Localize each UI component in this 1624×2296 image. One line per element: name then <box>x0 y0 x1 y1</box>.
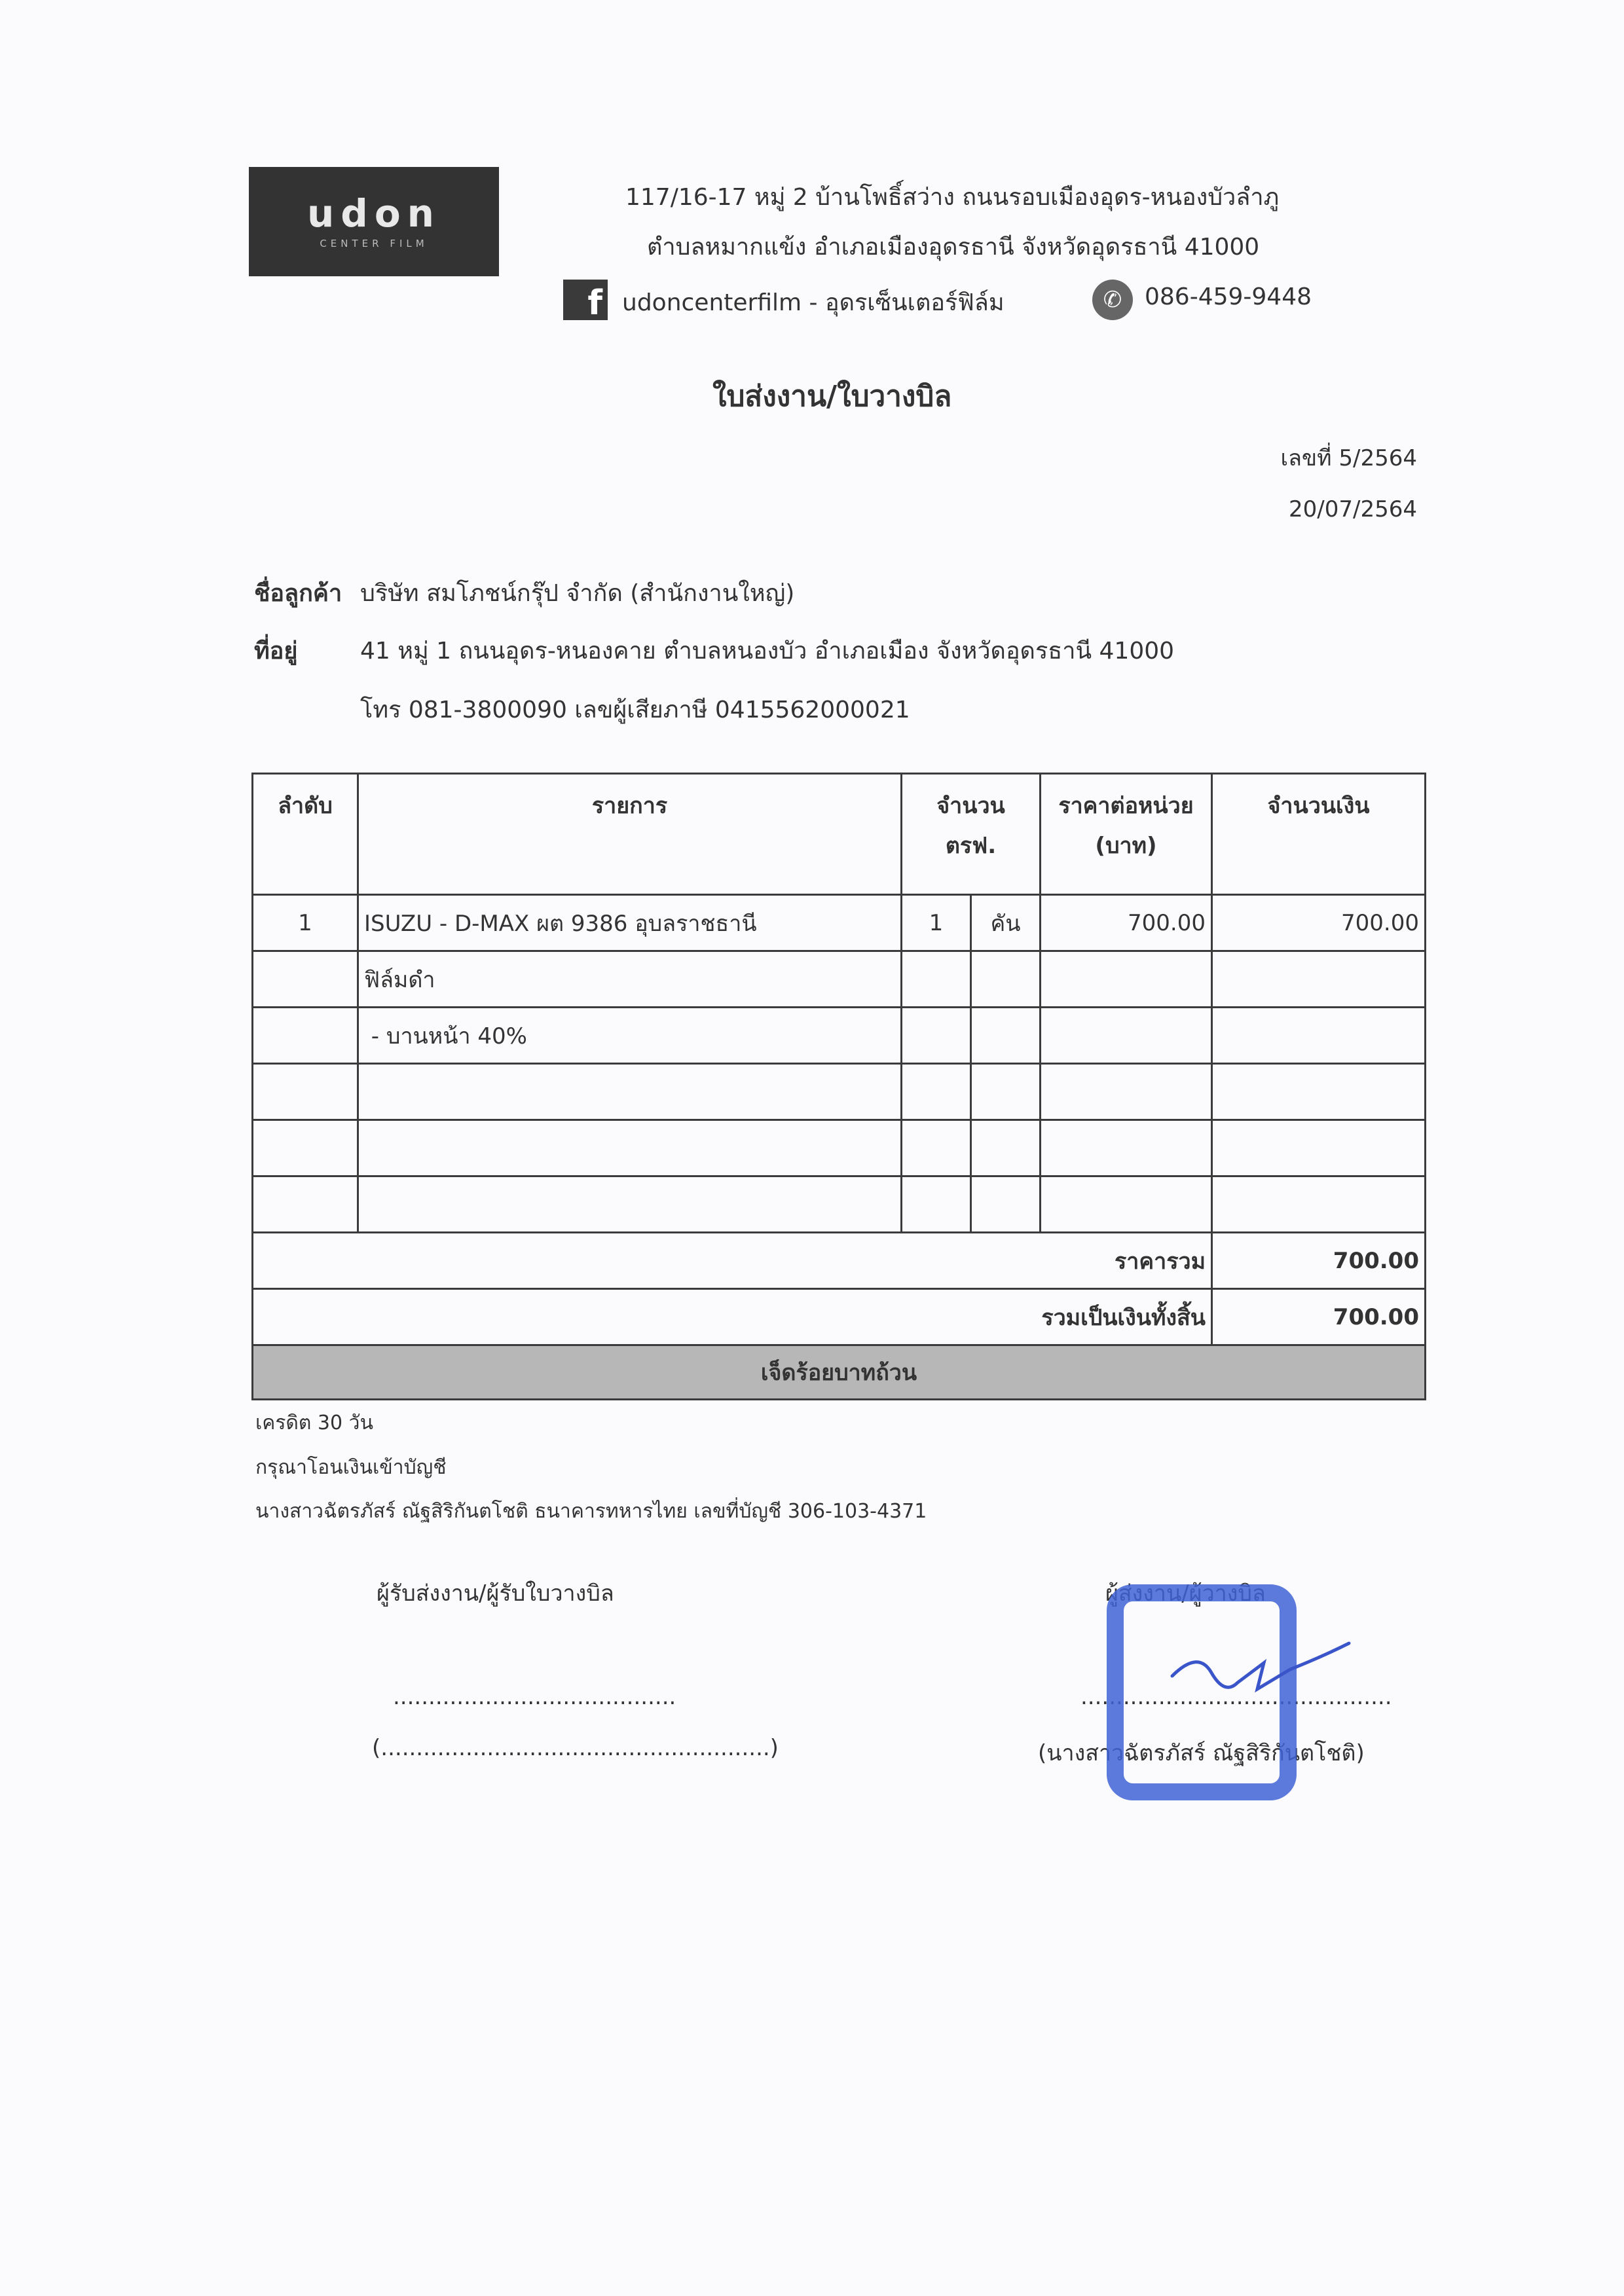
company-phone: 086-459-9448 <box>1145 283 1312 310</box>
subtotal-row <box>253 1233 1426 1289</box>
table-row <box>253 1176 1426 1233</box>
table-row <box>253 1120 1426 1176</box>
grand-total-label: รวมเป็นเงินทั้งสิ้น <box>253 1289 1212 1345</box>
document-title: ใบส่งงาน/ใบวางบิล <box>712 380 952 413</box>
row-amount <box>1212 1008 1426 1064</box>
header-amount: จำนวนเงิน <box>1212 774 1426 895</box>
bank-account: นางสาวฉัตรภัสร์ ณัฐสิริกันตโชติ ธนาคารทหารไทย เลขที่บัญชี 306-103-4371 <box>255 1500 927 1523</box>
grand-total-value: 700.00 <box>1212 1289 1426 1345</box>
table-row <box>253 1064 1426 1120</box>
items-table <box>251 773 1426 1400</box>
row-no: 1 <box>253 895 358 951</box>
phone-icon: ✆ <box>1092 280 1133 320</box>
row-item <box>358 1176 902 1233</box>
header-item: รายการ <box>358 774 902 895</box>
sender-name: (นางสาวฉัตรภัสร์ ณัฐสิริกันตโชติ) <box>1038 1740 1365 1766</box>
row-unit-price <box>1041 1176 1212 1233</box>
row-no <box>253 1064 358 1120</box>
customer-name: บริษัท สมโภชน์กรุ๊ป จำกัด (สำนักงานใหญ่) <box>360 580 795 607</box>
amount-in-words: เจ็ดร้อยบาทถ้วน <box>253 1345 1426 1400</box>
customer-name-label: ชื่อลูกค้า <box>254 580 342 607</box>
transfer-note: กรุณาโอนเงินเข้าบัญชี <box>255 1456 447 1479</box>
logo-sub-text: CENTER FILM <box>320 237 428 249</box>
row-item <box>358 1120 902 1176</box>
row-unit-price <box>1041 1120 1212 1176</box>
row-no <box>253 951 358 1008</box>
row-no <box>253 1176 358 1233</box>
row-unit-price: 700.00 <box>1041 895 1212 951</box>
sender-label: ผู้ส่งงาน/ผู้วางบิล <box>1105 1580 1266 1607</box>
row-unit <box>971 1008 1041 1064</box>
row-unit <box>971 1064 1041 1120</box>
company-address-line2: ตำบลหมากแข้ง อำเภอเมืองอุดรธานี จังหวัดอุดรธานี 41000 <box>647 234 1260 261</box>
row-qty <box>902 1176 971 1233</box>
header-no: ลำดับ <box>253 774 358 895</box>
row-qty <box>902 1008 971 1064</box>
row-amount <box>1212 1120 1426 1176</box>
row-unit: คัน <box>971 895 1041 951</box>
handwritten-signature <box>1159 1637 1356 1709</box>
row-amount <box>1212 1176 1426 1233</box>
facebook-icon: f <box>563 280 608 320</box>
row-qty <box>902 1064 971 1120</box>
table-header-row <box>253 774 1426 895</box>
row-unit <box>971 1176 1041 1233</box>
row-item: ISUZU - D-MAX ผต 9386 อุบลราชธานี <box>358 895 902 951</box>
row-item: ฟิล์มดำ <box>358 951 902 1008</box>
receiver-label: ผู้รับส่งงาน/ผู้รับใบวางบิล <box>377 1580 614 1607</box>
row-amount: 700.00 <box>1212 895 1426 951</box>
row-amount <box>1212 1064 1426 1120</box>
row-qty <box>902 1120 971 1176</box>
company-logo <box>249 167 499 276</box>
row-unit-price <box>1041 951 1212 1008</box>
document-number: เลขที่ 5/2564 <box>1280 445 1417 471</box>
row-qty <box>902 951 971 1008</box>
receiver-name: (.......................................................) <box>372 1735 779 1761</box>
company-address-line1: 117/16-17 หมู่ 2 บ้านโพธิ์สว่าง ถนนรอบเมืองอุดร-หนองบัวลำภู <box>625 184 1280 211</box>
table-row <box>253 1008 1426 1064</box>
customer-address: 41 หมู่ 1 ถนนอุดร-หนองคาย ตำบลหนองบัว อำเภอเมือง จังหวัดอุดรธานี 41000 <box>360 638 1175 665</box>
credit-terms: เครดิต 30 วัน <box>255 1412 373 1434</box>
amount-in-words-row <box>253 1345 1426 1400</box>
header-unit-price <box>1041 774 1212 895</box>
header-unit-price-line2: (บาท) <box>1095 833 1157 860</box>
header-qty-line2: ตรฟ. <box>945 833 997 860</box>
row-unit <box>971 1120 1041 1176</box>
facebook-page: udoncenterfilm - อุดรเซ็นเตอร์ฟิล์ม <box>622 289 1005 316</box>
subtotal-label: ราคารวม <box>253 1233 1212 1289</box>
header-qty-line1: จำนวน <box>936 793 1005 819</box>
logo-brand-text: udon <box>307 191 441 236</box>
row-no <box>253 1008 358 1064</box>
header-qty <box>902 774 1041 895</box>
customer-address-label: ที่อยู่ <box>254 638 298 665</box>
table-row <box>253 895 1426 951</box>
row-unit <box>971 951 1041 1008</box>
sender-signature-line: ............................................ <box>1080 1684 1392 1710</box>
row-no <box>253 1120 358 1176</box>
row-amount <box>1212 951 1426 1008</box>
row-unit-price <box>1041 1064 1212 1120</box>
row-item <box>358 1064 902 1120</box>
subtotal-value: 700.00 <box>1212 1233 1426 1289</box>
row-item: - บานหน้า 40% <box>358 1008 902 1064</box>
receiver-signature-line: ........................................ <box>393 1684 676 1710</box>
header-unit-price-line1: ราคาต่อหน่วย <box>1058 793 1194 819</box>
document-date: 20/07/2564 <box>1289 496 1417 522</box>
customer-contact: โทร 081-3800090 เลขผู้เสียภาษี 0415562000021 <box>360 697 910 723</box>
table-row <box>253 951 1426 1008</box>
grand-total-row <box>253 1289 1426 1345</box>
row-qty: 1 <box>902 895 971 951</box>
row-unit-price <box>1041 1008 1212 1064</box>
